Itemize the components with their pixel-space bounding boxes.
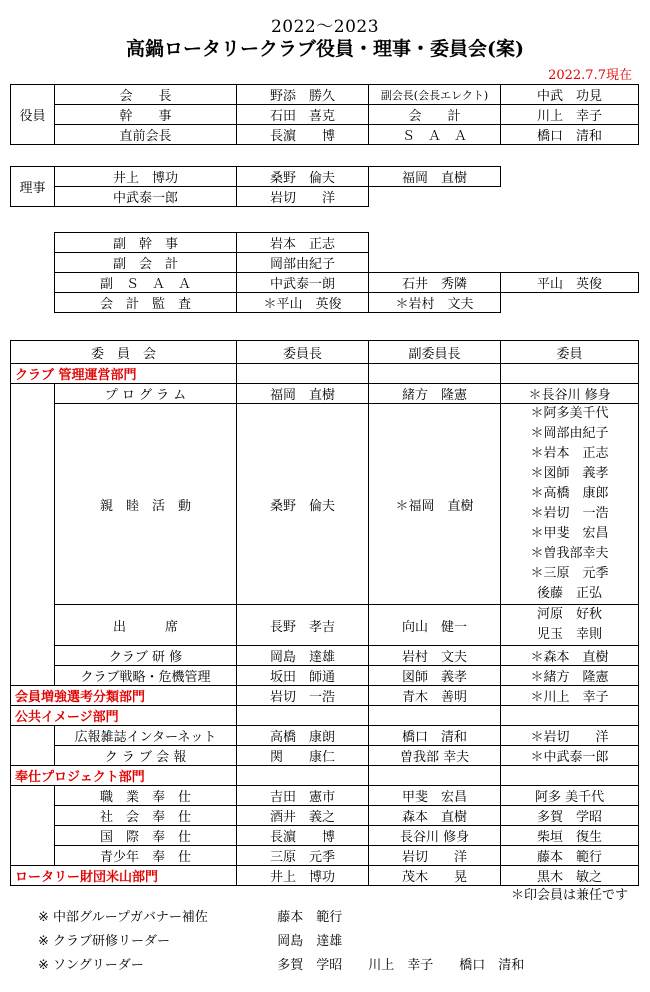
committee-chair: 桑野 倫夫: [237, 404, 369, 605]
deputies-table: [54, 232, 639, 313]
officer-name: 橋口 清和: [501, 125, 639, 145]
committee-vice: 向山 健一: [369, 605, 501, 646]
note-role: ソングリーダー: [53, 958, 144, 973]
director-name: 岩切 洋: [237, 187, 369, 207]
section-title: ロータリー財団米山部門: [11, 866, 237, 886]
fiscal-year: 2022〜2023: [270, 17, 380, 37]
empty-cell: [369, 233, 501, 253]
committee-member: 河原 好秋: [537, 607, 603, 622]
officer-name: 野添 勝久: [237, 85, 369, 105]
empty-cell: [369, 364, 501, 384]
officer-role: 副会長(会長エレクト): [369, 85, 501, 105]
note-mark: ※: [38, 958, 49, 973]
committee-vice: 橋口 清和: [369, 726, 501, 746]
committee-name: ク ラ ブ 会 報: [55, 746, 237, 766]
page-title: 高鍋ロータリークラブ役員・理事・委員会(案): [126, 38, 524, 60]
committee-table: [10, 340, 639, 886]
officer-name: 石田 喜克: [237, 105, 369, 125]
deputy-name: ＊平山 英俊: [237, 293, 369, 313]
committee-member: ＊甲斐 宏昌: [530, 526, 609, 541]
empty-cell: [369, 766, 501, 786]
deputy-name: 石井 秀隣: [369, 273, 501, 293]
committee-member: ＊岡部由紀子: [530, 426, 609, 441]
empty-cell: [501, 706, 639, 726]
committee-members: [501, 605, 639, 646]
committee-member: ＊中武泰一郎: [501, 746, 639, 766]
deputy-name: 中武泰一朗: [237, 273, 369, 293]
committee-member: 黒木 敏之: [501, 866, 639, 886]
officer-role: 直前会長: [55, 125, 237, 145]
committee-chair: 三原 元季: [237, 846, 369, 866]
committee-chair: 福岡 直樹: [237, 384, 369, 404]
deputy-name: 岡部由紀子: [237, 253, 369, 273]
committee-member: ＊緒方 隆憲: [501, 666, 639, 686]
note-role: クラブ研修リーダー: [53, 934, 171, 949]
header-members: 委員: [501, 341, 639, 364]
committee-chair: 長野 孝吉: [237, 605, 369, 646]
committee-member: ＊図師 義孝: [530, 466, 609, 481]
committee-vice: 岩村 文夫: [369, 646, 501, 666]
committee-member: ＊阿多美千代: [530, 406, 609, 421]
committee-chair: 長濵 博: [237, 826, 369, 846]
director-name: 福岡 直樹: [369, 167, 501, 187]
header-committee: 委 員 会: [11, 341, 237, 364]
officer-role: Ｓ Ａ Ａ: [369, 125, 501, 145]
committee-member: ＊三原 元季: [530, 566, 609, 581]
committee-name: 社 会 奉 仕: [55, 806, 237, 826]
section-indent: [11, 384, 55, 686]
committee-name: プ ロ グ ラ ム: [55, 384, 237, 404]
empty-cell: [369, 706, 501, 726]
committee-chair: 酒井 義之: [237, 806, 369, 826]
empty-cell: [369, 187, 501, 207]
deputy-name: 平山 英俊: [501, 273, 639, 293]
director-name: 井上 博功: [55, 167, 237, 187]
committee-chair: 坂田 師通: [237, 666, 369, 686]
empty-cell: [501, 364, 639, 384]
committee-vice: 長谷川 修身: [369, 826, 501, 846]
director-name: 中武泰一郎: [55, 187, 237, 207]
header-chair: 委員長: [237, 341, 369, 364]
committee-name: 職 業 奉 仕: [55, 786, 237, 806]
deputy-name: 岩本 正志: [237, 233, 369, 253]
empty-cell: [237, 364, 369, 384]
empty-cell: [501, 766, 639, 786]
section-indent: [11, 786, 55, 866]
note-row: [38, 930, 342, 949]
committee-member: ＊曽我部幸夫: [530, 546, 609, 561]
committee-chair: 高橋 康朗: [237, 726, 369, 746]
committee-vice: 茂木 晃: [369, 866, 501, 886]
committee-member: ＊長谷川 修身: [501, 384, 639, 404]
officer-role: 会 計: [369, 105, 501, 125]
deputy-role: 副 会 計: [55, 253, 237, 273]
committee-name: 国 際 奉 仕: [55, 826, 237, 846]
committee-name: 青少年 奉 仕: [55, 846, 237, 866]
committee-chair: 吉田 憲市: [237, 786, 369, 806]
committee-members: [501, 404, 639, 605]
committee-vice: ＊福岡 直樹: [369, 404, 501, 605]
committee-name: クラブ戦略・危機管理: [55, 666, 237, 686]
committee-member: ＊川上 幸子: [501, 686, 639, 706]
committee-member: 後藤 正弘: [537, 586, 603, 601]
empty-cell: [237, 706, 369, 726]
note-names: 多賀 学昭 川上 幸子 橋口 清和: [277, 958, 525, 973]
committee-member: 児玉 幸則: [537, 627, 603, 642]
committee-member: ＊森本 直樹: [501, 646, 639, 666]
committee-name: クラブ 研 修: [55, 646, 237, 666]
empty-cell: [237, 766, 369, 786]
committee-member: 柴垣 復生: [501, 826, 639, 846]
committee-member: 藤本 範行: [501, 846, 639, 866]
deputy-role: 会 計 監 査: [55, 293, 237, 313]
committee-vice: 岩切 洋: [369, 846, 501, 866]
officer-role: 幹 事: [55, 105, 237, 125]
committee-vice: 青木 善明: [369, 686, 501, 706]
section-title: クラブ 管理運営部門: [11, 364, 237, 384]
deputy-role: 副 幹 事: [55, 233, 237, 253]
empty-cell: [501, 293, 639, 313]
directors-label: 理事: [11, 167, 55, 207]
committee-vice: 緒方 隆憲: [369, 384, 501, 404]
committee-vice: 森本 直樹: [369, 806, 501, 826]
section-title: 会員増強選考分類部門: [11, 686, 237, 706]
note-mark: ※: [38, 910, 49, 925]
officer-role: 会 長: [55, 85, 237, 105]
committee-member: 多賀 学昭: [501, 806, 639, 826]
note-row: [38, 954, 524, 973]
director-name: 桑野 倫夫: [237, 167, 369, 187]
note-names: 藤本 範行: [277, 910, 343, 925]
section-title: 公共イメージ部門: [11, 706, 237, 726]
committee-member: 阿多 美千代: [501, 786, 639, 806]
committee-name: 親 睦 活 動: [55, 404, 237, 605]
officers-table: [10, 84, 639, 145]
note-role: 中部グループガバナー補佐: [53, 910, 208, 925]
committee-member: ＊岩切 一浩: [530, 506, 609, 521]
section-indent: [11, 726, 55, 766]
committee-member: ＊岩本 正志: [530, 446, 609, 461]
officers-label: 役員: [11, 85, 55, 145]
deputy-role: 副 Ｓ Ａ Ａ: [55, 273, 237, 293]
officer-name: 川上 幸子: [501, 105, 639, 125]
note-row: [38, 906, 342, 925]
committee-member: ＊高橋 康郎: [530, 486, 609, 501]
footnote: ＊印会員は兼任です: [510, 888, 628, 903]
directors-table: [10, 166, 501, 207]
officer-name: 中武 功見: [501, 85, 639, 105]
section-title: 奉仕プロジェクト部門: [11, 766, 237, 786]
committee-chair: 岩切 一浩: [237, 686, 369, 706]
empty-cell: [369, 253, 501, 273]
officer-name: 長濵 博: [237, 125, 369, 145]
note-names: 岡島 達雄: [277, 934, 343, 949]
empty-cell: [501, 253, 639, 273]
committee-chair: 関 康仁: [237, 746, 369, 766]
deputy-name: ＊岩村 文夫: [369, 293, 501, 313]
header-vice: 副委員長: [369, 341, 501, 364]
committee-name: 広報雑誌インターネット: [55, 726, 237, 746]
empty-cell: [501, 233, 639, 253]
note-mark: ※: [38, 934, 49, 949]
committee-vice: 甲斐 宏昌: [369, 786, 501, 806]
committee-vice: 図師 義孝: [369, 666, 501, 686]
as-of-date: 2022.7.7現在: [548, 68, 632, 83]
committee-member: ＊岩切 洋: [501, 726, 639, 746]
committee-chair: 岡島 達雄: [237, 646, 369, 666]
committee-vice: 曽我部 幸夫: [369, 746, 501, 766]
committee-name: 出 席: [55, 605, 237, 646]
committee-chair: 井上 博功: [237, 866, 369, 886]
